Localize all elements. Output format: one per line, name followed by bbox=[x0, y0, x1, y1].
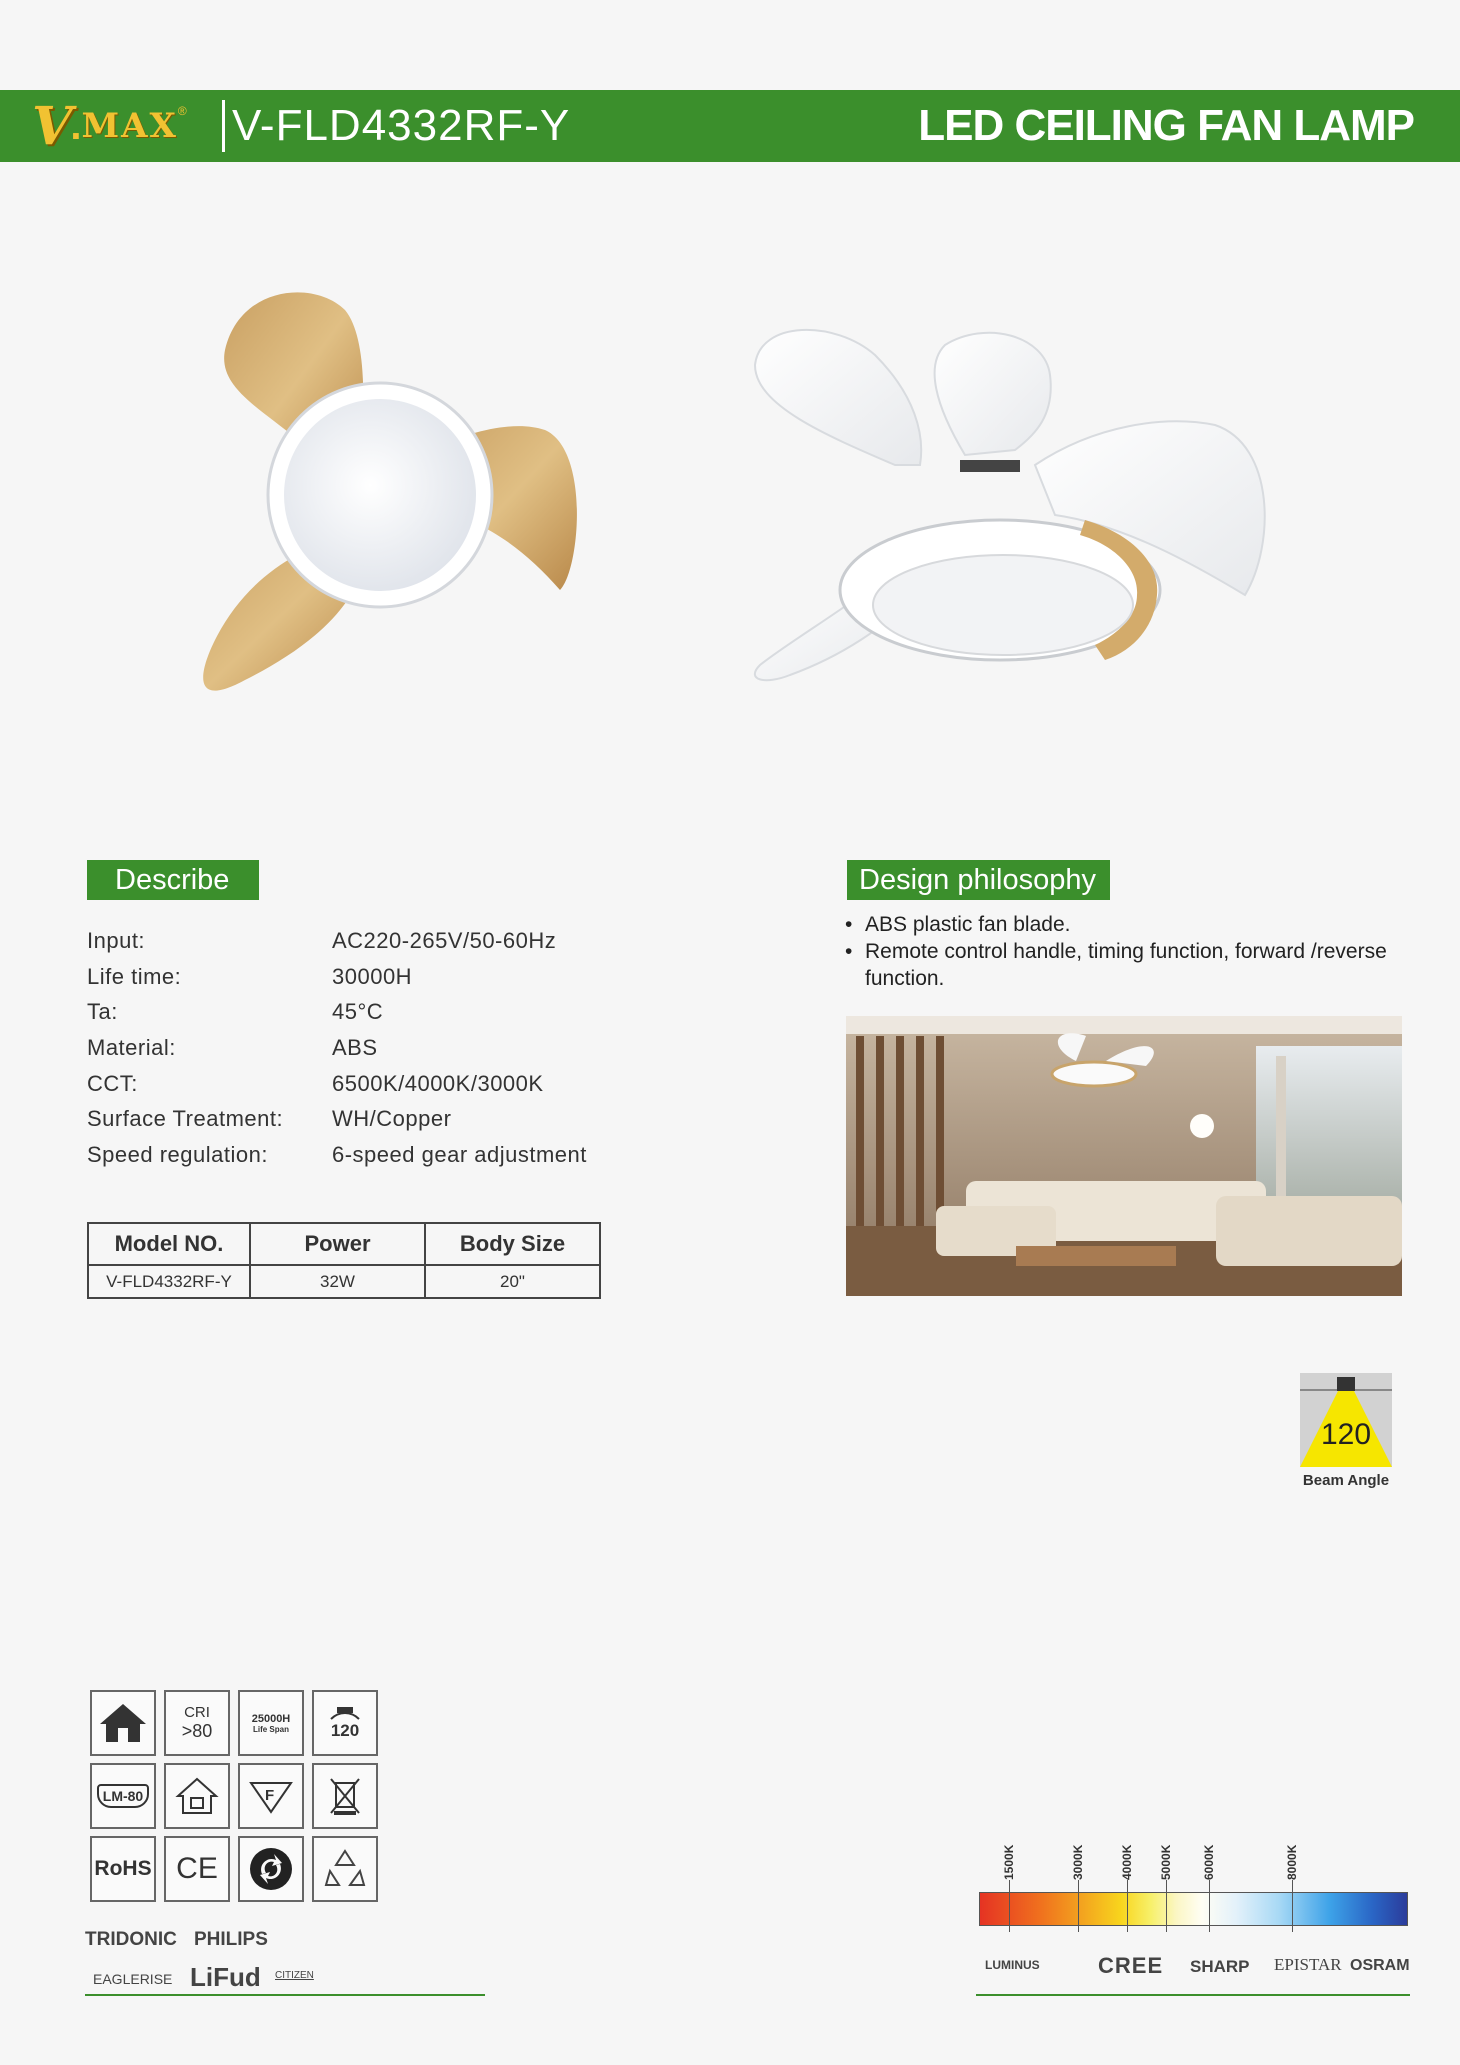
brand-philips: PHILIPS bbox=[194, 1929, 268, 1950]
beam-angle-label: Beam Angle bbox=[1302, 1472, 1390, 1489]
weee-bin-icon bbox=[312, 1763, 378, 1829]
svg-text:F: F bbox=[265, 1787, 275, 1804]
model-title: V-FLD4332RF-Y bbox=[232, 101, 571, 150]
brand-logo: V . MAX ® bbox=[32, 95, 187, 157]
spec-label: Surface Treatment: bbox=[87, 1106, 284, 1131]
table-row bbox=[88, 1265, 600, 1298]
class-ii-icon bbox=[164, 1763, 230, 1829]
color-temperature-bar bbox=[979, 1892, 1408, 1926]
spec-value: 30000H bbox=[332, 964, 413, 989]
brand-tridonic: TRIDONIC bbox=[85, 1929, 177, 1950]
table-cell: 32W bbox=[250, 1265, 425, 1298]
cct-tick bbox=[1292, 1880, 1293, 1932]
table-cell: V-FLD4332RF-Y bbox=[88, 1265, 250, 1298]
table-header: Body Size bbox=[425, 1223, 600, 1265]
rohs-icon: RoHS bbox=[90, 1836, 156, 1902]
design-philosophy-heading: Design philosophy bbox=[847, 860, 1110, 900]
cct-tick bbox=[1166, 1880, 1167, 1932]
spec-label: Ta: bbox=[87, 999, 118, 1024]
table-header-row bbox=[88, 1223, 600, 1265]
brand-luminus: LUMINUS bbox=[985, 1958, 1040, 1972]
spec-label: Life time: bbox=[87, 964, 182, 989]
lm80-icon: LM-80 bbox=[90, 1763, 156, 1829]
spec-label: Material: bbox=[87, 1035, 176, 1060]
table-cell: 20" bbox=[425, 1265, 600, 1298]
spec-value: AC220-265V/50-60Hz bbox=[332, 928, 557, 953]
brand-epistar: EPISTAR bbox=[1274, 1955, 1342, 1974]
table-header: Power bbox=[250, 1223, 425, 1265]
spec-value: 6-speed gear adjustment bbox=[332, 1142, 587, 1167]
cct-tick-label: 8000K bbox=[1285, 1844, 1300, 1880]
beam-angle-value: 120 bbox=[1320, 1418, 1372, 1451]
angle-icon: 120 bbox=[312, 1690, 378, 1756]
ce-icon: CE bbox=[164, 1836, 230, 1902]
f-mark-icon bbox=[238, 1763, 304, 1829]
spec-label: Speed regulation: bbox=[87, 1142, 268, 1167]
fan-product-image-white bbox=[745, 315, 1285, 685]
brand-cree: CREE bbox=[1098, 1953, 1164, 1978]
spec-label: Input: bbox=[87, 928, 146, 953]
green-dot-icon bbox=[238, 1836, 304, 1902]
spec-label: CCT: bbox=[87, 1071, 138, 1096]
cct-tick bbox=[1209, 1880, 1210, 1932]
fan-product-image-wood bbox=[185, 280, 595, 720]
brand-eaglerise: EAGLERISE bbox=[93, 1971, 173, 1987]
cri-icon: CRI >80 bbox=[164, 1690, 230, 1756]
spec-value: 6500K/4000K/3000K bbox=[332, 1071, 544, 1096]
footer-divider-right bbox=[976, 1994, 1410, 1996]
spec-value: 45°C bbox=[332, 999, 384, 1024]
cct-tick-label: 5000K bbox=[1158, 1844, 1173, 1880]
brand-sharp: SHARP bbox=[1190, 1957, 1250, 1976]
living-room-scene-image bbox=[846, 1016, 1402, 1296]
cct-tick bbox=[1127, 1880, 1128, 1932]
brand-lifud: LiFud bbox=[190, 1962, 261, 1992]
cct-tick-label: 4000K bbox=[1120, 1844, 1134, 1880]
cct-tick bbox=[1009, 1880, 1010, 1932]
recycle-icon bbox=[312, 1836, 378, 1902]
brand-osram: OSRAM bbox=[1350, 1957, 1410, 1974]
product-type-title: LED CEILING FAN LAMP bbox=[918, 101, 1414, 150]
lifespan-icon: 25000H Life Span bbox=[238, 1690, 304, 1756]
model-spec-table bbox=[87, 1222, 601, 1299]
header-divider bbox=[222, 100, 225, 152]
spec-value: ABS bbox=[332, 1035, 378, 1060]
brand-citizen: CITIZEN bbox=[275, 1970, 314, 1981]
indoor-use-icon bbox=[90, 1690, 156, 1756]
spec-value: WH/Copper bbox=[332, 1106, 452, 1131]
describe-heading: Describe bbox=[87, 860, 259, 900]
cct-tick-label: 1500K bbox=[1002, 1844, 1017, 1880]
footer-divider-left bbox=[85, 1994, 485, 1996]
cct-tick-label: 6000K bbox=[1201, 1844, 1216, 1880]
cct-tick bbox=[1078, 1880, 1079, 1932]
cct-tick-label: 3000K bbox=[1070, 1844, 1085, 1880]
table-header: Model NO. bbox=[88, 1223, 250, 1265]
